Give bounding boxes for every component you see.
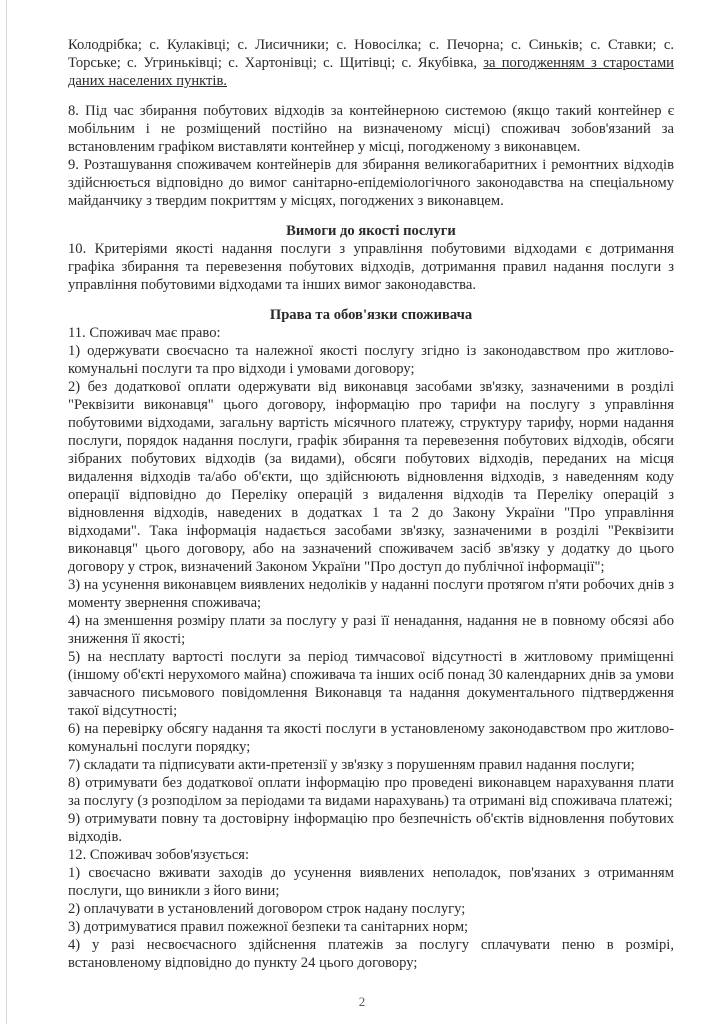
section-heading-rights: Права та обов'язки споживача	[269, 307, 473, 323]
scan-edge-line	[6, 0, 7, 1024]
section-heading-quality: Вимоги до якості послуги	[286, 223, 456, 239]
duty-item: 3) дотримуватися правил пожежної безпеки та санітарних норм;	[68, 919, 469, 935]
clause-12-intro: 12. Споживач зобов'язується:	[68, 847, 250, 863]
page-number: 2	[358, 994, 366, 1009]
right-item: 9) отримувати повну та достовірну інформацію про безпечність об'єктів відновлення побутових відходів.	[68, 811, 674, 845]
right-item: 6) на перевірку обсягу надання та якості послуги в установленому законодавством про житлово-комунальні послуги порядку;	[68, 721, 674, 755]
right-item: 5) на несплату вартості послуги за період тимчасової відсутності в житловому приміщенні (іншому об'єкті нерухомого майна) споживача та інших осіб понад 30 календарних днів за умови завчасного письмового повідомлення Виконавця та надання документального підтвердження такої відсутності;	[68, 649, 674, 719]
right-item: 4) на зменшення розміру плати за послугу у разі її ненадання, надання не в повному обсязі або зниження її якості;	[68, 613, 674, 647]
right-item: 3) на усунення виконавцем виявлених недоліків у наданні послуги протягом п'яти робочих днів з моменту звернення споживача;	[68, 577, 674, 611]
clause-8: 8. Під час збирання побутових відходів за контейнерною системою (якщо такий контейнер є мобільним і не розміщений постійно на визначеному місці) споживач зобов'язаний за встановленим графіком виставляти контейнер у місці, погодженому з виконавцем.	[68, 103, 674, 155]
right-item: 8) отримувати без додаткової оплати інформацію про проведені виконавцем нарахування плати за послугу (з розподілом за періодами та видами нарахувань) та отримані від споживача платежі;	[68, 775, 674, 809]
right-item: 2) без додаткової оплати одержувати від виконавця засобами зв'язку, зазначеними в розділі "Реквізити виконавця" цього договору, інформацію про тарифи на послугу з управління побутовими відходами, загальну вартість місячного платежу, структуру тарифу, норми надання послуги, порядок надання послуги, графік збирання та перевезення побутових відходів, обсяги зібраних побутових відходів (за видами), обсяги побутових відходів, переданих на місця видалення відходів та/або об'єкти, що здійснюють відновлення відходів, з наведенням коду операції відповідно до Переліку операцій з видалення відходів та Переліку операцій з відновлення відходів, наведених в додатках 1 та 2 до Закону України "Про управління відходами". Така інформація надається засобами зв'язку, зазначеними в розділі "Реквізити виконавця" цього договору, або на зазначений споживачем засіб зв'язку у додатку до цього договору у строк, визначений Законом України "Про доступ до публічної інформації";	[68, 379, 674, 575]
clause-11-intro: 11. Споживач має право:	[68, 325, 221, 341]
spacer	[68, 294, 674, 306]
right-item: 1) одержувати своєчасно та належної якості послугу згідно із законодавством про житлово-комунальні послуги та про відходи і умовами договору;	[68, 343, 674, 377]
spacer	[68, 210, 674, 222]
village-list: Колодрібка; с. Кулаківці; с. Лисичники; с. Новосілка; с. Печорна; с. Синьків; с. Ставки; с. Торське; с. Угриньківці; с. Хартонівці; с. Щитівці; с. Якубівка,	[68, 37, 674, 71]
clause-10: 10. Критеріями якості надання послуги з управління побутовими відходами є дотримання графіка збирання та перевезення побутових відходів, дотримання правил надання послуги з управління побутовими відходами та інших вимог законодавства.	[68, 241, 674, 293]
intro-paragraph	[68, 36, 674, 90]
document-page	[68, 0, 674, 972]
clause-9: 9. Розташування споживачем контейнерів для збирання великогабаритних і ремонтних відходів здійснюється відповідно до вимог санітарно-епідеміологічного законодавства на спеціальному майданчику з твердим покриттям у місцях, погоджених з виконавцем.	[68, 157, 674, 209]
duty-item: 2) оплачувати в установлений договором строк надану послугу;	[68, 901, 466, 917]
spacer	[68, 90, 674, 102]
underlined-clause: за погодженням з старостами даних населених пунктів.	[68, 55, 674, 89]
duty-item: 4) у разі несвоєчасного здійснення платежів за послугу сплачувати пеню в розмірі, встановленому відповідно до пункту 24 цього договору;	[68, 937, 674, 971]
duty-item: 1) своєчасно вживати заходів до усунення виявлених неполадок, пов'язаних з отриманням послуги, що виникли з його вини;	[68, 865, 674, 899]
right-item: 7) складати та підписувати акти-претензії у зв'язку з порушенням правил надання послуги;	[68, 757, 635, 773]
